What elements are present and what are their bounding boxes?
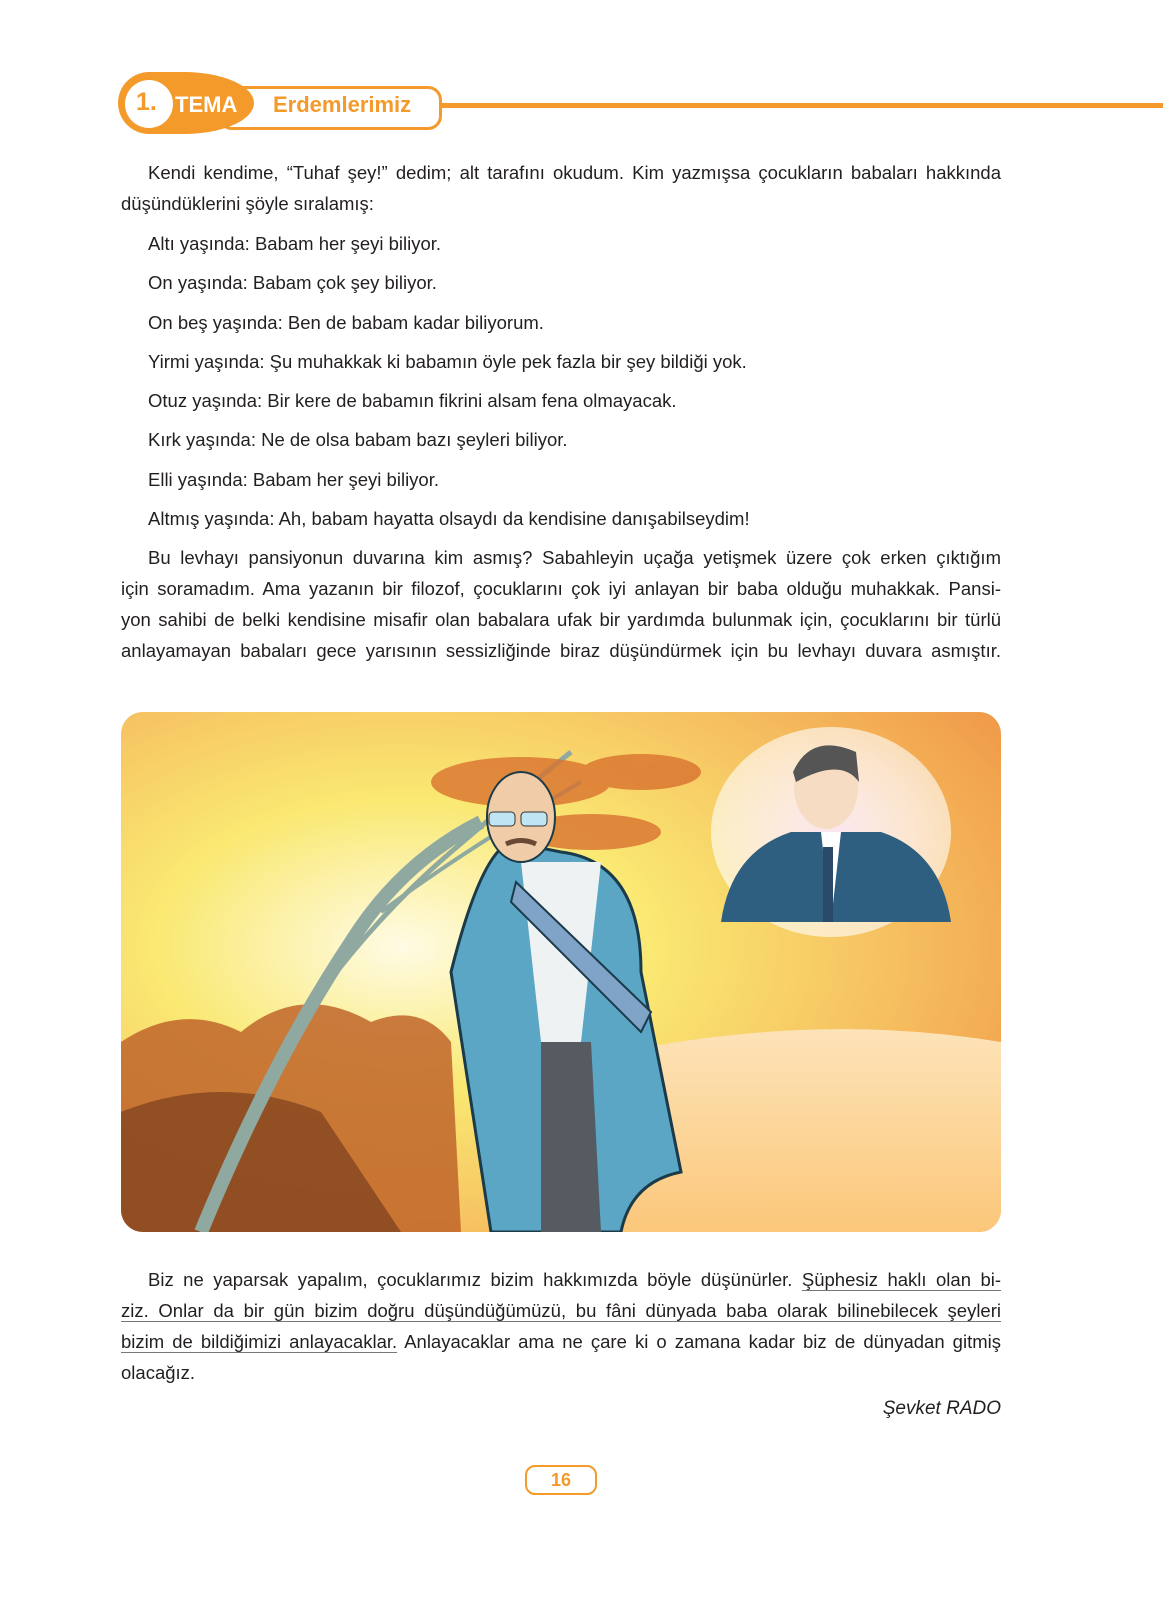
list-item: On beş yaşında: Ben de babam kadar biliyorum. — [148, 311, 544, 333]
closing-paragraph — [121, 1264, 1001, 1388]
text-line: yon sahibi de belki kendisine misafir olan babalara ufak bir yardımda bulunmak için, çocuklarını bir türlü — [121, 609, 1001, 630]
text-line: anlayamayan babaları gece yarısının sessizliğinde biraz düşündürmek için bu levhayı duvara asmıştır. — [121, 640, 1001, 661]
list-item: Altı yaşında: Babam her şeyi biliyor. — [148, 233, 442, 254]
underlined-text: bizim de bildiğimizi anlayacaklar. — [121, 1331, 398, 1352]
list-item: Elli yaşında: Babam her şeyi biliyor. — [148, 468, 439, 490]
intro-paragraph — [121, 157, 1001, 219]
text-line — [121, 1326, 1001, 1357]
text-span: Anlayacaklar ama ne çare ki o zamana kadar biz de dünyadan gitmiş — [397, 1331, 1001, 1352]
underlined-text: ziz. Onlar da bir gün bizim doğru düşündüğümüzü, bu fâni dünyada baba olarak bilinebilecek şeyleri — [121, 1300, 1001, 1321]
list-item: Otuz yaşında: Bir kere de babamın fikrini alsam fena olmayacak. — [148, 390, 677, 412]
text-line: Kendi kendime, “Tuhaf şey!” dedim; alt tarafını okudum. Kim yazmışsa çocukların babaları hakkında — [148, 162, 1001, 183]
list-item: On yaşında: Babam çok şey biliyor. — [148, 272, 437, 294]
age-list — [121, 228, 1001, 542]
second-paragraph — [121, 542, 1001, 666]
list-item: Altmış yaşında: Ah, babam hayatta olsaydı da kendisine danışabilseydim! — [148, 508, 750, 530]
text-line: olacağız. — [121, 1362, 196, 1383]
author-name: Şevket RADO — [882, 1398, 1001, 1419]
theme-number: 1. — [136, 88, 157, 116]
theme-label: TEMA — [175, 92, 238, 117]
text-line: için soramadım. Ama yazanın bir filozof, çocuklarını çok iyi anlayan bir baba olduğu muhakkak. Pansi- — [121, 578, 1001, 599]
page-number: 16 — [525, 1465, 597, 1495]
illustration-father-thinking — [121, 712, 1001, 1232]
text-line: Bu levhayı pansiyonun duvarına kim asmış? Sabahleyin uçağa yetişmek üzere çok erken çıktığım — [148, 547, 1001, 568]
header-rule — [438, 103, 1163, 108]
theme-header — [118, 72, 1163, 136]
text-span: Biz ne yaparsak yapalım, çocuklarımız bizim hakkımızda böyle düşünürler. — [148, 1269, 802, 1290]
theme-title: Erdemlerimiz — [273, 92, 412, 117]
underlined-text: Şüphesiz haklı olan bi- — [801, 1269, 1002, 1290]
list-item: Kırk yaşında: Ne de olsa babam bazı şeyleri biliyor. — [148, 429, 568, 451]
text-line — [121, 1264, 1001, 1295]
list-item: Yirmi yaşında: Şu muhakkak ki babamın öyle pek fazla bir şey bildiği yok. — [148, 350, 747, 372]
text-line: düşündüklerini şöyle sıralamış: — [121, 193, 374, 214]
